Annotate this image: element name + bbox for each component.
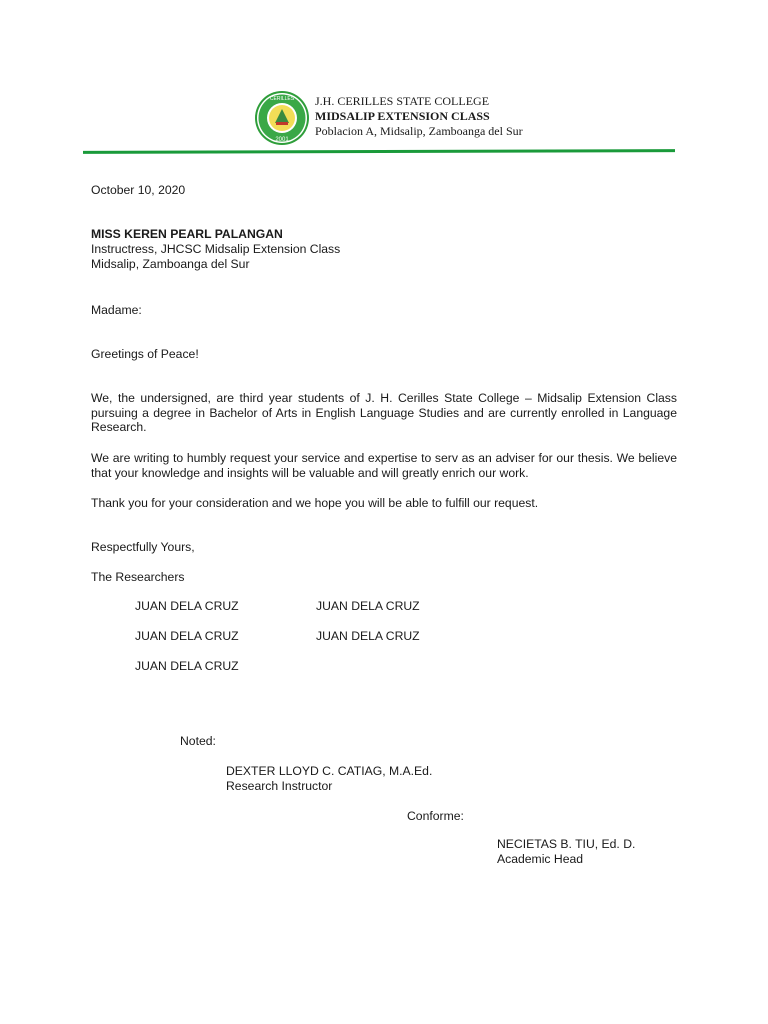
researcher-name: JUAN DELA CRUZ — [316, 629, 420, 643]
recipient-title: Instructress, JHCSC Midsalip Extension Class — [91, 242, 341, 256]
college-address: Poblacion A, Midsalip, Zamboanga del Sur — [315, 124, 523, 138]
conforme-name: NECIETAS B. TIU, Ed. D. — [497, 837, 636, 851]
body-paragraph-1: We, the undersigned, are third year students of J. H. Cerilles State College – Midsalip Extension Class pursuing a degree in Bachelor of Arts in English Language Studies and are currently enrolled in Language Research. — [91, 391, 677, 434]
noted-label: Noted: — [180, 734, 216, 748]
salutation: Madame: — [91, 303, 142, 317]
signatory-group: The Researchers — [91, 570, 185, 584]
body-paragraph-2: We are writing to humbly request your service and expertise to serv as an adviser for our thesis. We believe that your knowledge and insights will be valuable and will greatly enrich our work. — [91, 451, 677, 480]
svg-text:2001: 2001 — [275, 137, 289, 143]
conforme-title: Academic Head — [497, 852, 584, 866]
letterhead — [315, 94, 523, 139]
campus-name: MIDSALIP EXTENSION CLASS — [315, 109, 490, 123]
body-paragraph-3: Thank you for your consideration and we hope you will be able to fulfill our request. — [91, 496, 539, 510]
noted-name: DEXTER LLOYD C. CATIAG, M.A.Ed. — [226, 764, 433, 778]
recipient-name: MISS KEREN PEARL PALANGAN — [91, 227, 283, 241]
college-seal-logo — [254, 90, 310, 146]
letterhead-divider — [83, 149, 675, 154]
noted-title: Research Instructor — [226, 779, 333, 793]
conforme-label: Conforme: — [407, 809, 464, 823]
college-name: J.H. CERILLES STATE COLLEGE — [315, 94, 490, 108]
greeting: Greetings of Peace! — [91, 347, 199, 361]
closing: Respectfully Yours, — [91, 540, 195, 554]
researcher-name: JUAN DELA CRUZ — [135, 629, 239, 643]
researcher-name: JUAN DELA CRUZ — [316, 599, 420, 613]
svg-text:CERILLES: CERILLES — [269, 96, 295, 102]
researcher-name: JUAN DELA CRUZ — [135, 659, 239, 673]
recipient-address: Midsalip, Zamboanga del Sur — [91, 257, 250, 271]
letter-date: October 10, 2020 — [91, 183, 186, 197]
researcher-name: JUAN DELA CRUZ — [135, 599, 239, 613]
